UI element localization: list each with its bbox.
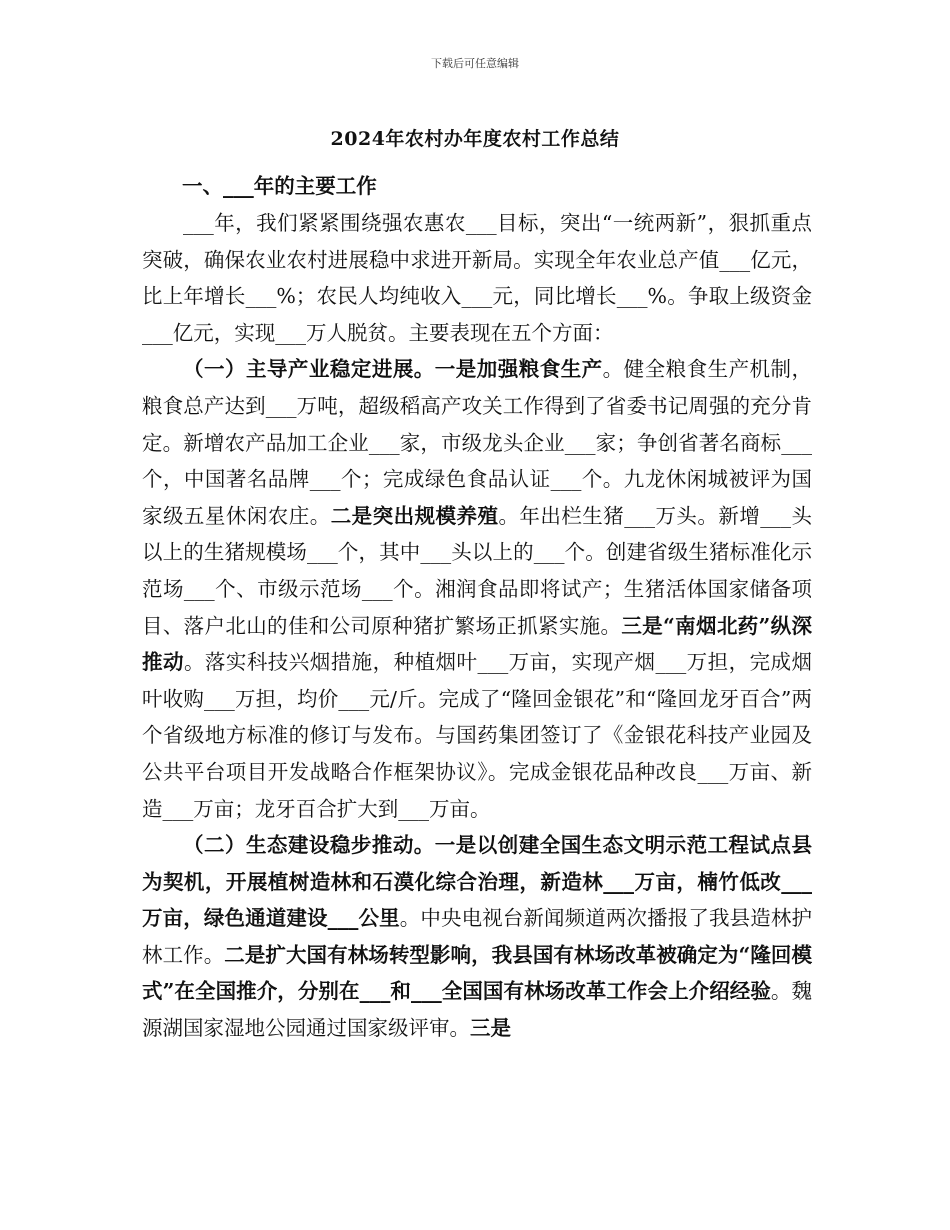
paragraph-industry <box>142 351 812 827</box>
point-two-heading: 二是突出规模养殖 <box>330 503 499 528</box>
paragraph-ecology <box>142 827 812 1047</box>
ecology-bold-two: 二是扩大国有林场转型影响，我县国有林场改革被确定为“隆回模式”在全国推介，分别在___和___全国国有林场改革工作会上介绍经验 <box>142 942 812 1004</box>
ecology-bold-one: （二）生态建设稳步推动。一是以创建全国生态文明示范工程试点县为契机，开展植树造林和石漠化综合治理，新造林___万亩，楠竹低改___万亩，绿色通道建设___公里 <box>142 833 812 931</box>
point-two-text: 。年出栏生猪___万头。新增___头以上的生猪规模场___个，其中___头以上的___个。创建省级生猪标准化示范场___个、市级示范场___个。湘润食品即将试产；生猪活体国家储备项目、落户北山的佳和公司原种猪扩繁场正抓紧实施。 <box>142 503 813 638</box>
point-three-text: 。落实科技兴烟措施，种植烟叶___万亩，实现产烟___万担，完成烟叶收购___万担，均价___元/斤。完成了“隆回金银花”和“隆回龙牙百合”两个省级地方标准的修订与发布。与国药集团签订了《金银花科技产业园及公共平台项目开发战略合作框架协议》。完成金银花品种改良___万亩、新造___万亩；龙牙百合扩大到___万亩。 <box>142 650 813 821</box>
intro-paragraph: ___年，我们紧紧围绕强农惠农___目标，突出“一统两新”，狠抓重点突破，确保农业农村进展稳中求进开新局。实现全年农业总产值___亿元，比上年增长___%；农民人均纯收入___元，同比增长___%。争取上级资金___亿元，实现___万人脱贫。主要表现在五个方面： <box>142 211 812 345</box>
ecology-text-two: 。魏源湖国家湿地公园通过国家级评审。 <box>142 979 812 1041</box>
document-title: 2024年农村办年度农村工作总结 <box>330 128 620 150</box>
header-note: 下载后可任意编辑 <box>431 57 519 70</box>
paragraph-lead: （一）主导产业稳定进展。 <box>183 357 435 382</box>
ecology-bold-three: 三是 <box>470 1016 511 1041</box>
body-text <box>142 205 812 1047</box>
point-one-text: 。健全粮食生产机制，粮食总产达到___万吨，超级稻高产攻关工作得到了省委书记周强的充分肯定。新增农产品加工企业___家，市级龙头企业___家；争创省著名商标___个，中国著名品牌___个；完成绿色食品认证___个。九龙休闲城被评为国家级五星休闲农庄。 <box>142 357 813 528</box>
point-three-heading: 三是“南烟北药”纵深推动 <box>142 613 812 675</box>
ecology-text-one: 。中央电视台新闻频道两次播报了我县造林护林工作。 <box>142 906 813 967</box>
point-one-heading: 一是加强粮食生产 <box>434 357 603 382</box>
section-heading: 一、___年的主要工作 <box>182 174 377 198</box>
